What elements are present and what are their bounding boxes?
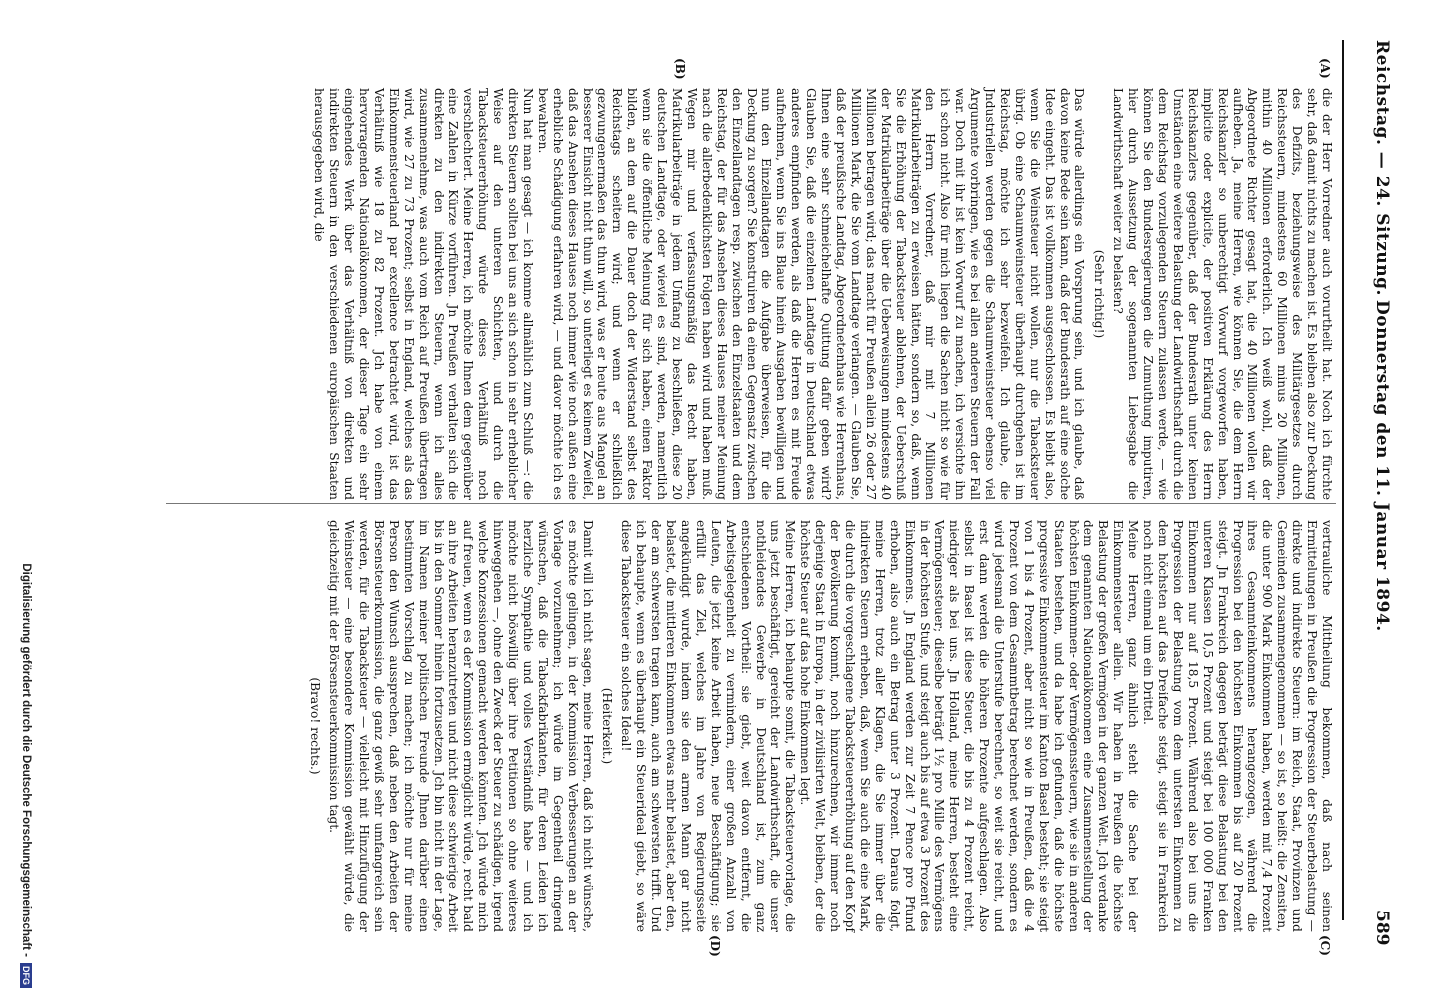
margin-marker-b: (B) <box>673 58 687 80</box>
paragraph: Das würde allerdings ein Vorsprung sein, und ich glaube, daß davon keine Rede sein kann, daß der Bundesrath auf eine solche Idee eingeht. Das ist vollkommen ausgeschlossen. Es bleibt also, wenn Sie die Weinsteuer nicht wollen, nur die Tabacksteuer übrig. Ob eine Schaumweinsteuer überhaupt durchgehen ist im Reichstag, möchte ich sehr bezweifeln. Ich glaube, die Jndustriellen werden gegen die Schaumweinsteuer ebenso viel Argumente vorbringen, wie es bei allen anderen Steuern der Fall war. Doch mit ihr ist kein Vorwurf zu machen, ich versichte ihn ich schon nicht. Also für mich liegen die Sachen nicht so wie für den Herrn Vorredner, daß mir mit 7 Millionen Matrikularbeiträgen zu erweisen hätten, sondern so, daß, wenn Sie die Erhöhung der Tabacksteuer ablehnen, der Ueberschuß der Matrikularbeiträge über die Ueberweisungen mindestens 40 Millionen betragen wird; das macht für Preußen allein 26 oder 27 Millionen Mark, die Sie vom Landtage verlangen. — Glauben Sie, daß der preußische Landtag, Abgeordnetenhaus wie Herrenhaus, Ihnen eine sehr schmeichelhafte Quittung dafür geben wird? Glauben Sie, daß die einzelnen Landtage in Deutschland etwas anderes empfinden werden, als daß die Herren es mit Freude aufnehmen, wenn Sie ins Blaue hinein Ausgaben bewilligen und nun den Einzellandtagen die Aufgabe überweisen, für die Deckung zu sorgen? Sie konstruiren da einen Gegensatz zwischen den Einzellandtagen resp. zwischen den Einzelstaaten und dem Reichstag, der für das Ansehen dieses Hauses meiner Meinung nach die allerbedenklichsten Folgen haben wird und haben muß. Wegen mir und verfassungsmäßig das Recht haben, Matrikularbeiträge in jedem Umfang zu beschließen, diese 20 deutschen Landtage, oder wieviel es sind, werden, namentlich wenn sie die öffentliche Meinung für sich haben, einen Faktor bilden, an dem auf die Dauer doch der Widerstand selbst des Reichstags scheitern wird; und wenn er schließlich gezwungenermaßen das thun wird, was er heute aus Mangel an besserer Einsicht nicht thun will, so unterliegt es keinem Zweifel, daß das Ansehen dieses Hauses noch immer wie noch außen eine erhebliche Schädigung erfahren wird, — und davor möchte ich es bewahren. <box>535 88 1087 500</box>
page-header <box>1362 0 1432 1000</box>
digitization-text: Digitalisierung gefördert durch die Deutsche Forschungsgemeinschaft - <box>20 563 32 957</box>
page-number: 589 <box>1372 910 1392 946</box>
paragraph: die der Herr Vorredner auch vorurtheilt hat. Noch ich fürchte sehr, daß damit nichts zu machen ist. Es bleiben also zur Deckung des Defizits, beziehungsweise des Militärgesetzes durch Reichssteuern, mindestens 60 Millionen minus 20 Millionen, mithin 40 Millionen erforderlich. Ich weiß wohl, daß der Abgeordnete Richter gesagt hat, die 40 Millionen wollen wir aufheben. Ja, meine Herren, wie können Sie, die dem Herrn Reichskanzler so unberechtigt Vorwurf vorgeworfen haben, implicite oder explicite, der positiven Erklärung des Herrn Reichskanzlers gegenüber, daß der Bundesrath unter keinen Umständen eine weitere Belastung der Landwirthschaft durch die dem Reichstag vorzulegenden Steuern zulassen werde, — wie können Sie den Bundesregierungen die Zumuthung imputiren, hier durch Aussetzung der sogenannten Liebesgabe die Landwirthschaft weiter zu belasten? <box>1111 88 1334 500</box>
paragraph: Damit will ich nicht sagen, meine Herren, daß ich nicht wünsche, es möchte gelingen, in der Kommission Verbesserungen an der Vorlage vorzunehmen; ich würde im Gegentheil dringend wünschen, daß die Tabackfabrikanten, für deren Leiden ich herzliche Sympathie und volles Verständniß habe — und ich möchte nicht böswillig über ihre Petitionen so ohne weiteres hinweggehen —, ohne den Zweck der Steuer zu schädigen, irgend welche Konzessionen gemacht werden könnten. Jch würde mich auf freuen, wenn es der Kommission ermöglicht würde, recht bald an ihre Arbeiten heranzutreten und nicht diese schwierige Arbeit bis in den Sommer hinein fortzusetzen. Jch bin nicht in der Lage, im Namen meiner politischen Freunde Jhnen darüber einen bestimmten Vorschlag zu machen; ich möchte nur für meine Person den Wunsch aussprechen, daß neben den Arbeiten der Börsensteuerkommission, die ganz gewiß sehr umfangreich sein werden, für die Tabacksteuer — vielleicht mit Hinzufügung der Weinsteuer — eine besondere Kommission gewählt würde, die gleichzeitig mit der Börsensteuerkommission tagt. <box>327 520 595 932</box>
paragraph: Nun hat man gesagt — ich komme allmählich zum Schluß —: die direkten Steuern sollten bei uns an sich schon in sehr erheblicher Weise auf den unteren Schichten, und durch die Tabacksteuererhöhung würde dieses Verhältniß noch verschlechtert. Meine Herren, ich möchte Ihnen dem gegenüber eine Zahlen in Kürze vorführen. Jn Preußen verhalten sich die direkten zu den indirekten Steuern, wenn ich alles zusammennehme, was auch vom Reich auf Preußen übertragen wird, wie 27 zu 73 Prozent; selbst in England, welches als das Einkommensteuerland par excellence betrachtet wird, ist das Verhältniß wie 18 zu 82 Prozent. Jch habe von einem hervorragenden Nationalökonomen, der dieser Tage ein sehr eingehendes Werk über das Verhältniß von direkten und indirekten Steuern in den verschiedenen europäischen Staaten herausgegeben wird, die <box>312 88 535 500</box>
interjection-bravo: (Bravo! rechts.) <box>308 677 323 775</box>
column-separator <box>166 503 1336 504</box>
dfg-logo: DFG <box>20 963 32 988</box>
margin-marker-c: (C) <box>1318 935 1332 956</box>
margin-marker-d: (D) <box>708 935 722 957</box>
left-column <box>311 88 1334 500</box>
interjection-sehr-richtig: (Sehr richtig!) <box>1092 249 1107 339</box>
interjection-heiterkeit: (Heiterkeit.) <box>600 687 615 765</box>
paragraph: Meine Herren, ich behaupte somit, die Tabacksteuervorlage, die uns jetzt beschäftigt, gereicht der Landwirthschaft, die unser nothleidendes Gewerbe in Deutschland ist, zum ganz entschiedenen Vortheil: sie giebt, weit davon entfernt, die Arbeitsgelegenheit zu vermindern, einer großen Anzahl von Leuten, die jetzt keine Arbeit haben, neue Beschäftigung; sie erfüllt das Ziel, welches im Jahre von Regierungsseite angekündigt wurde, indem sie den armen Mann gar nicht belastet, die mittleren Einkommen etwas mehr belastet, aber den, der am schwersten tragen kann, auch am schwersten trifft. Und ich behaupte, wenn es überhaupt ein Steuerideal giebt, so wäre diese Tabacksteuer ein solches Ideal! <box>619 520 798 932</box>
header-rule <box>1342 40 1344 920</box>
margin-marker-a: (A) <box>1318 58 1332 79</box>
digitization-credit <box>20 8 32 988</box>
header-date: Donnerstag den 11. Januar 1894. <box>1372 300 1392 632</box>
paragraph: Meine Herren, ganz ähnlich steht die Sache bei der Einkommensteuer allein. Wir haben in Preußen die höchste Belastung der großen Vermögen in der ganzen Welt. Jch verdanke dem genannten Nationalökonomen eine Zusammenstellung der höchsten Einkommen- oder Vermögenssteuern, wie sie in anderen Staaten bestehen, und da habe ich gefunden, daß die höchste progressive Einkommensteuer im Kanton Basel besteht; sie steigt von 1 bis 4 Prozent, aber nicht so wie in Preußen, daß die 4 Prozent von dem Gesammtbetrag berechnet werden, sondern es wird jedesmal die Unterstufe berechnet, so weit sie reicht, und erst dann werden die höheren Prozente aufgeschlagen. Also selbst in Basel ist diese Steuer, die bis zu 4 Prozent reicht, niedriger als bei uns. Jn Holland, meine Herren, besteht eine Vermögenssteuer; dieselbe beträgt 1½ pro Mille des Vermögens in der höchsten Stufe, und steigt auch bis auf etwa 3 Prozent des Einkommens. Jn England werden zur Zeit 7 Pence pro Pfund erhoben, also auch ein Betrag unter 3 Prozent. Daraus folgt, meine Herren, trotz aller Klagen, die Sie immer über die indirekten Steuern erheben, daß, wenn Sie auch die eine Mark, die durch die vorgeschlagene Tabacksteuererhöhung auf den Kopf der Bevölkerung kommt, noch hinzurechnen, wir immer noch derjenige Staat in Europa, in der zivilisirten Welt, bleiben, der die höchste Steuer auf das hohe Einkommen legt. <box>798 520 1141 932</box>
right-column <box>302 520 1334 932</box>
header-session: Reichstag. — 24. Sitzung. <box>1372 40 1392 296</box>
paragraph: vertrauliche Mittheilung bekommen, daß nach seinen Ermittelungen in Preußen die Progression der Steuerbelastung — direkte und indirekte Steuern: im Reich, Staat, Provinzen und Gemeinden zusammengenommen — so ist, so heißt: die Zensiten, die unter 900 Mark Einkommen haben, werden mit 7,4 Prozent ihres Gesammteinkommens herangezogen, während die Progression bei den höchsten Einkommen bis auf 20 Prozent steigt. Jn Frankreich dagegen beträgt diese Belastung bei den unteren Klassen 10,5 Prozent und steigt bei 100 000 Franken Einkommen nur auf 18,5 Prozent. Während also bei uns die Progression der Belastung vom dem untersten Einkommen zu dem höchsten auf das Dreifache steigt, steigt sie in Frankreich noch nicht einmal um ein Drittel. <box>1141 520 1334 932</box>
